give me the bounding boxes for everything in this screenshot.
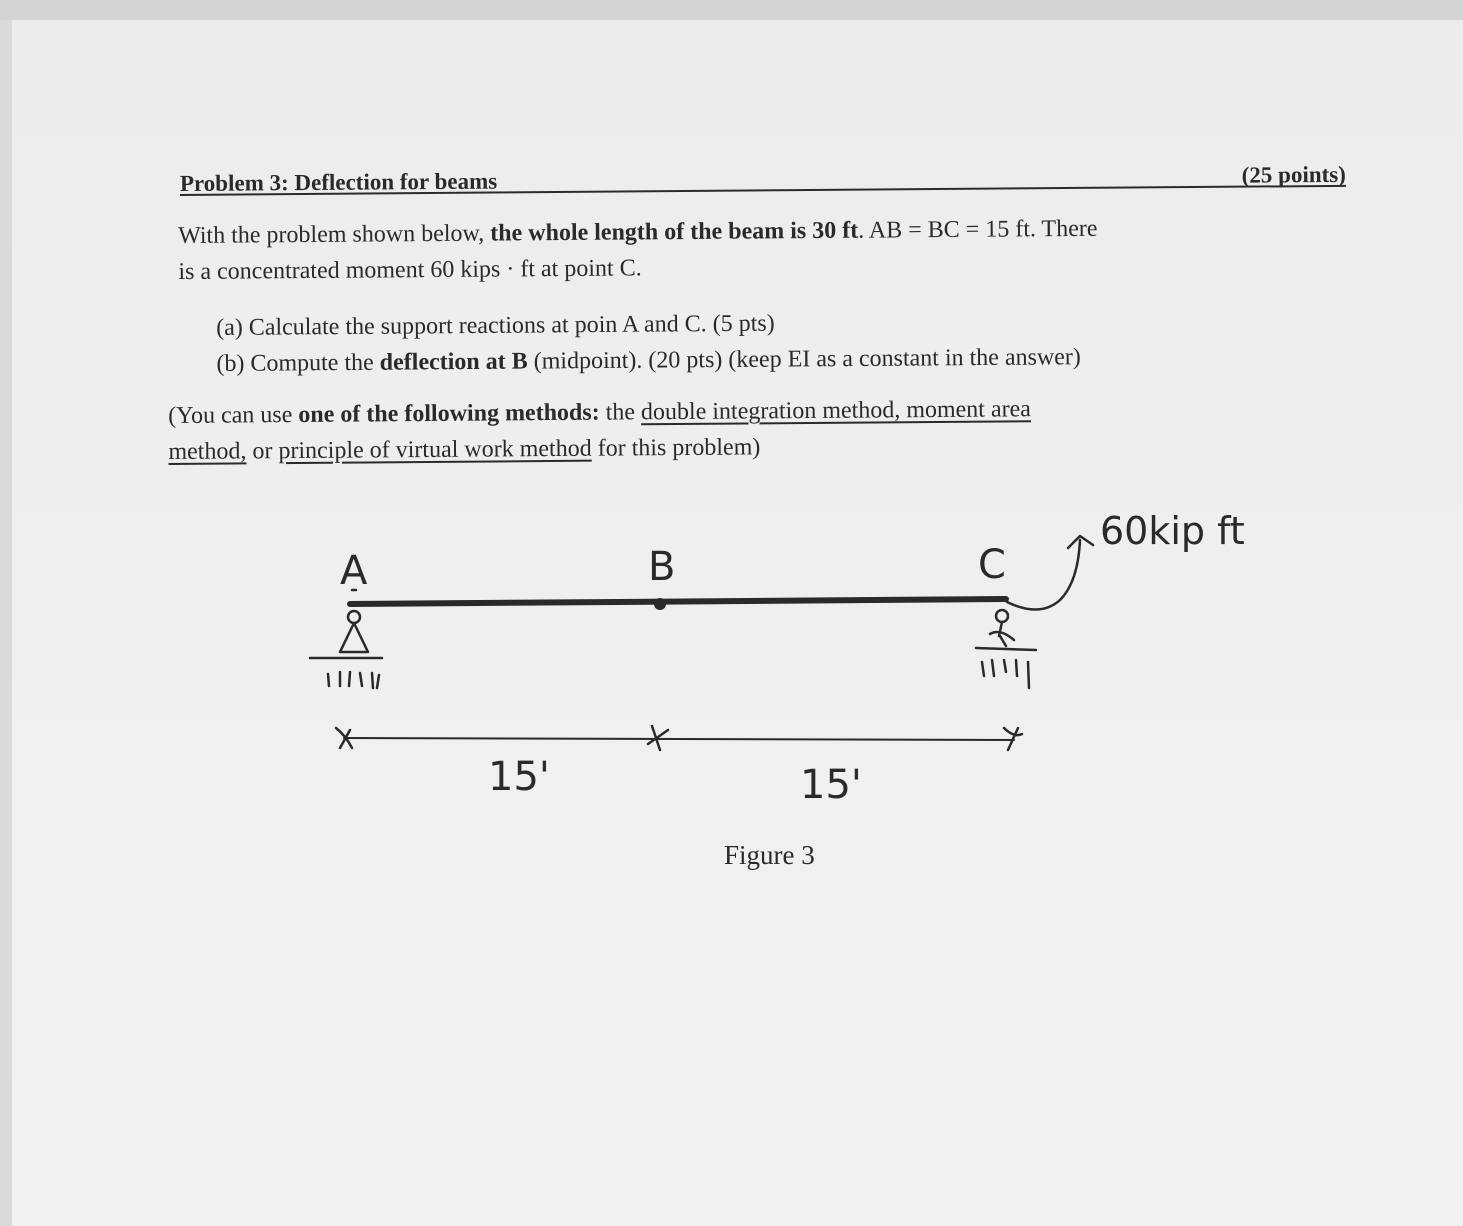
intro-bold-length: the whole length of the beam is 30 ft — [490, 217, 859, 247]
intro-text: With the problem shown below, — [178, 220, 491, 249]
label-b: B — [648, 544, 676, 590]
problem-title: Problem 3: Deflection for beams — [179, 168, 498, 196]
methods-bold: one of the following methods: — [298, 399, 600, 428]
question-b-text: (b) Compute the — [216, 349, 380, 377]
methods-open: (You can use — [168, 401, 299, 429]
method-moment-area-end: method, — [168, 438, 247, 465]
problem-points: (25 points) — [1241, 161, 1346, 188]
label-c: C — [978, 542, 1006, 588]
question-b-bold: deflection at B — [379, 348, 528, 376]
intro-line-2: is a concentrated moment 60 kips · ft at point C. — [178, 255, 642, 285]
method-virtual-work: principle of virtual work method — [278, 435, 592, 465]
moment-label: 60kip ft — [1100, 509, 1245, 553]
support-c-roller — [976, 610, 1036, 688]
methods-or: or — [246, 438, 279, 465]
figure-caption: Figure 3 — [724, 840, 815, 870]
question-b-rest: (midpoint). (20 pts) (keep EI as a constant in the answer) — [527, 344, 1081, 375]
question-a: (a) Calculate the support reactions at poin A and C. (5 pts) — [216, 310, 775, 341]
label-a: A — [340, 548, 368, 594]
dimension-label-ab: 15' — [488, 754, 550, 800]
dimension-line — [344, 738, 1014, 740]
midpoint-b-dot — [654, 598, 666, 610]
methods-close: for this problem) — [591, 434, 761, 462]
method-double-integration: double integration method, moment area — [640, 396, 1031, 426]
methods-the: the — [599, 399, 642, 426]
moment-arc — [1007, 540, 1080, 610]
dimension-label-bc: 15' — [800, 762, 862, 808]
intro-text-lengths: . AB = BC = 15 ft. There — [858, 215, 1098, 244]
beam-line — [350, 599, 1006, 604]
